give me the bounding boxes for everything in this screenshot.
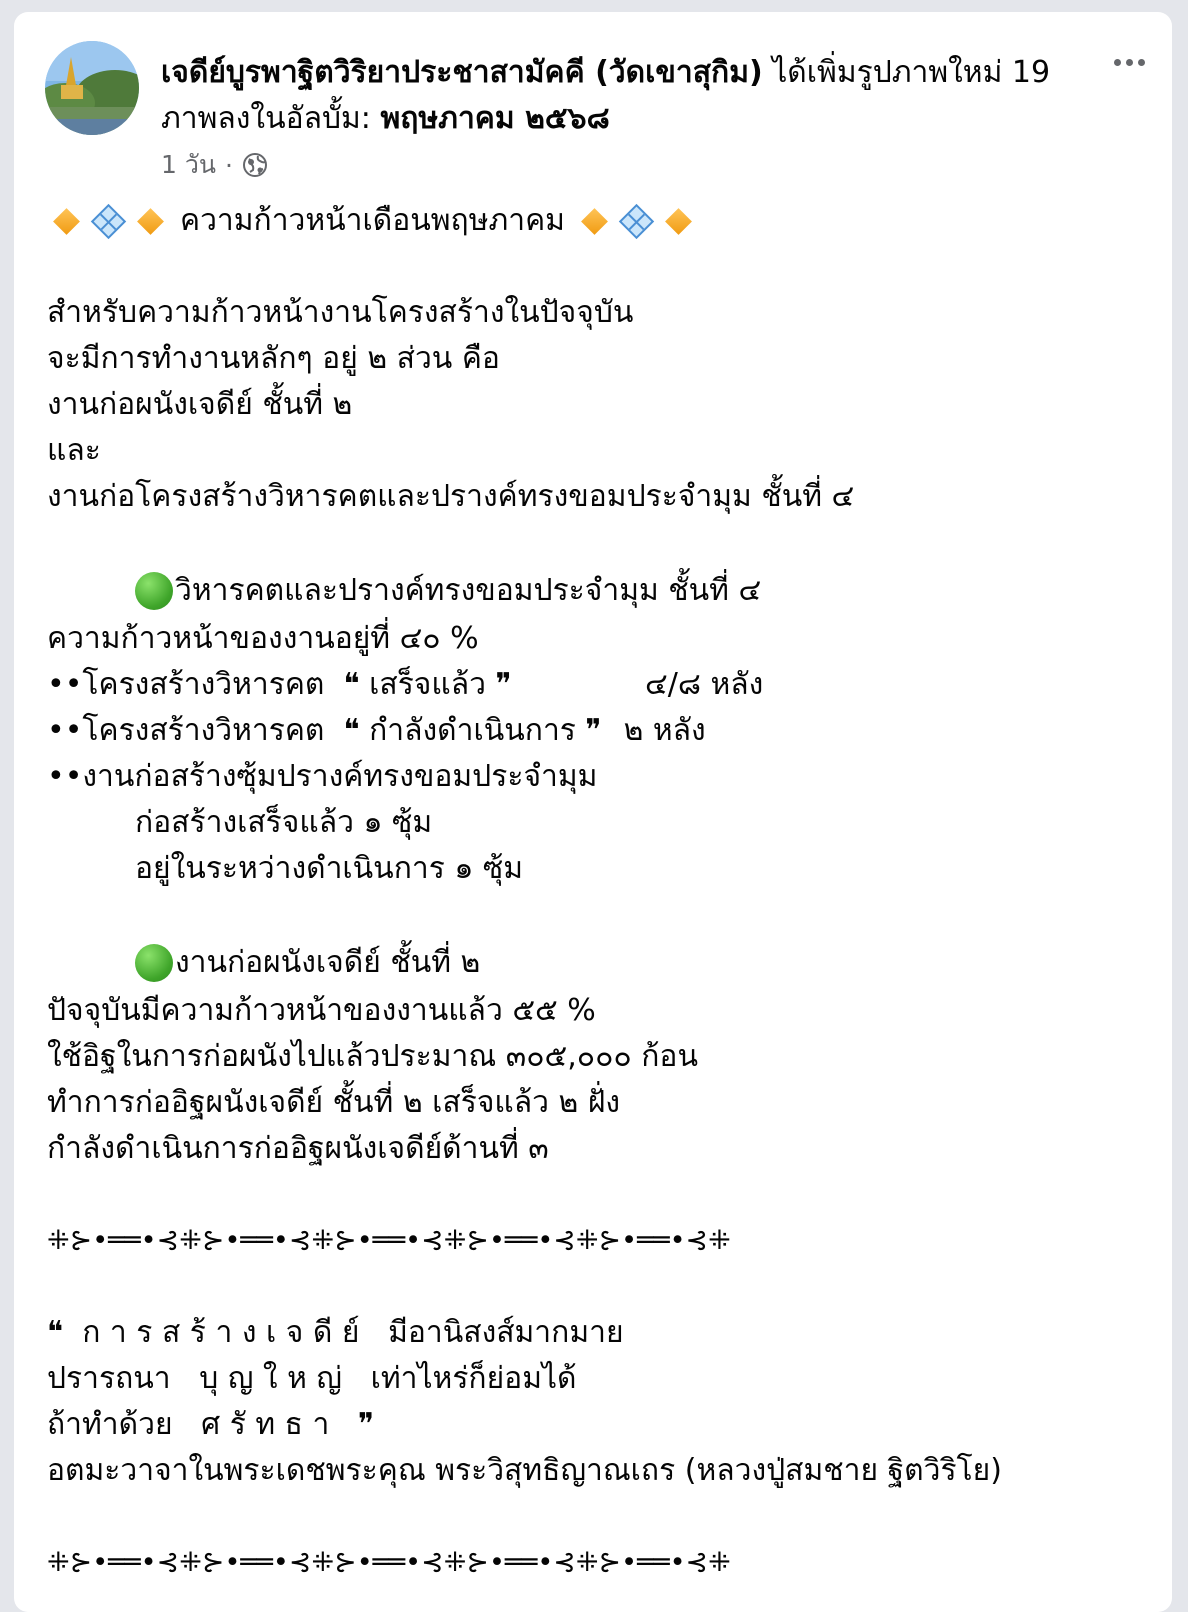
orange-diamond-icon (137, 208, 164, 235)
section1-heading: วิหารคตและปรางค์ทรงขอมประจำมุม ชั้นที่ ๔ (175, 573, 762, 608)
orange-diamond-icon (53, 208, 80, 235)
blue-diamond-icon (619, 203, 654, 238)
section1-subitem: อยู่ในระหว่างดำเนินการ ๑ ซุ้ม (135, 851, 524, 886)
intro-line: จะมีการทำงานหลักๆ อยู่ ๒ ส่วน คือ (47, 341, 500, 376)
green-circle-icon (135, 572, 173, 610)
section1-heading-row (47, 566, 1147, 616)
section1-item2-value: ๒ หลัง (623, 713, 706, 748)
quote-line: ปรารถนา บุ ญ ใ ห ญ่ เท่าไหร่ก็ย่อมได้ (47, 1361, 577, 1396)
page-name-link[interactable]: เจดีย์บูรพาฐิตวิริยาประชาสามัคคี (วัดเขาสุกิม) (161, 55, 763, 90)
more-options-icon (1114, 59, 1121, 66)
section2-line: ใช้อิฐในการก่อผนังไปแล้วประมาณ ๓๐๕,๐๐๐ ก้อน (47, 1039, 698, 1074)
post-meta (161, 145, 268, 185)
section2-line: กำลังดำเนินการก่ออิฐผนังเจดีย์ด้านที่ ๓ (47, 1131, 549, 1166)
section1-item1-value: ๔/๘ หลัง (645, 667, 764, 702)
post-header (161, 50, 1091, 142)
section1-item1-label: ••โครงสร้างวิหารคต ❝ เสร็จแล้ว ❞ (47, 667, 512, 702)
green-circle-icon (135, 944, 173, 982)
section2-heading: งานก่อผนังเจดีย์ ชั้นที่ ๒ (175, 945, 481, 980)
avatar-image (45, 41, 139, 135)
more-options-button[interactable] (1108, 46, 1152, 76)
quote-attribution: อตมะวาจาในพระเดชพระคุณ พระวิสุทธิญาณเถร (หลวงปู่สมชาย ฐิตวิริโย) (47, 1453, 1002, 1488)
post-action-text: ได้เพิ่มรูปภาพใหม่ 19 ภาพลงในอัลบั้ม: (161, 55, 1051, 136)
section1-subitem: ก่อสร้างเสร็จแล้ว ๑ ซุ้ม (135, 805, 433, 840)
globe-icon[interactable] (242, 152, 268, 178)
album-link[interactable]: พฤษภาคม ๒๕๖๘ (380, 101, 610, 136)
meta-separator: · (224, 150, 233, 180)
decorative-divider: ⁜⊱•══•⊰⁜⊱•══•⊰⁜⊱•══•⊰⁜⊱•══•⊰⁜⊱•══•⊰⁜ (47, 1547, 731, 1578)
blue-diamond-icon (91, 203, 126, 238)
orange-diamond-icon (581, 208, 608, 235)
orange-diamond-icon (665, 208, 692, 235)
section2-line: ปัจจุบันมีความก้าวหน้าของงานแล้ว ๕๕ % (47, 993, 596, 1028)
post-body (47, 198, 1147, 1586)
section2-heading-row (47, 938, 1147, 988)
decorative-divider: ⁜⊱•══•⊰⁜⊱•══•⊰⁜⊱•══•⊰⁜⊱•══•⊰⁜⊱•══•⊰⁜ (47, 1225, 731, 1256)
intro-line: และ (47, 433, 101, 468)
intro-line: งานก่อผนังเจดีย์ ชั้นที่ ๒ (47, 387, 353, 422)
section1-item3: ••งานก่อสร้างซุ้มปรางค์ทรงขอมประจำมุม (47, 759, 598, 794)
page-avatar[interactable] (45, 41, 139, 135)
post-title-row (47, 198, 1147, 244)
post-card (14, 12, 1172, 1612)
section1-progress: ความก้าวหน้าของงานอยู่ที่ ๔๐ % (47, 621, 479, 656)
section1-item (47, 708, 1147, 754)
intro-line: งานก่อโครงสร้างวิหารคตและปรางค์ทรงขอมประจำมุม ชั้นที่ ๔ (47, 479, 855, 514)
post-timestamp[interactable]: 1 วัน (161, 150, 216, 179)
section1-item2-label: ••โครงสร้างวิหารคต ❝ กำลังดำเนินการ ❞ (47, 713, 602, 748)
quote-line: ❝ ก า ร ส ร้ า ง เ จ ดี ย์ มีอานิสงส์มากมาย (47, 1315, 624, 1350)
quote-line: ถ้าทำด้วย ศ รั ท ธ า ❞ (47, 1407, 375, 1442)
section1-item (47, 662, 1147, 708)
section2-line: ทำการก่ออิฐผนังเจดีย์ ชั้นที่ ๒ เสร็จแล้ว ๒ ฝั่ง (47, 1085, 621, 1120)
intro-line: สำหรับความก้าวหน้างานโครงสร้างในปัจจุบัน (47, 295, 634, 330)
post-title: ความก้าวหน้าเดือนพฤษภาคม (180, 203, 565, 238)
